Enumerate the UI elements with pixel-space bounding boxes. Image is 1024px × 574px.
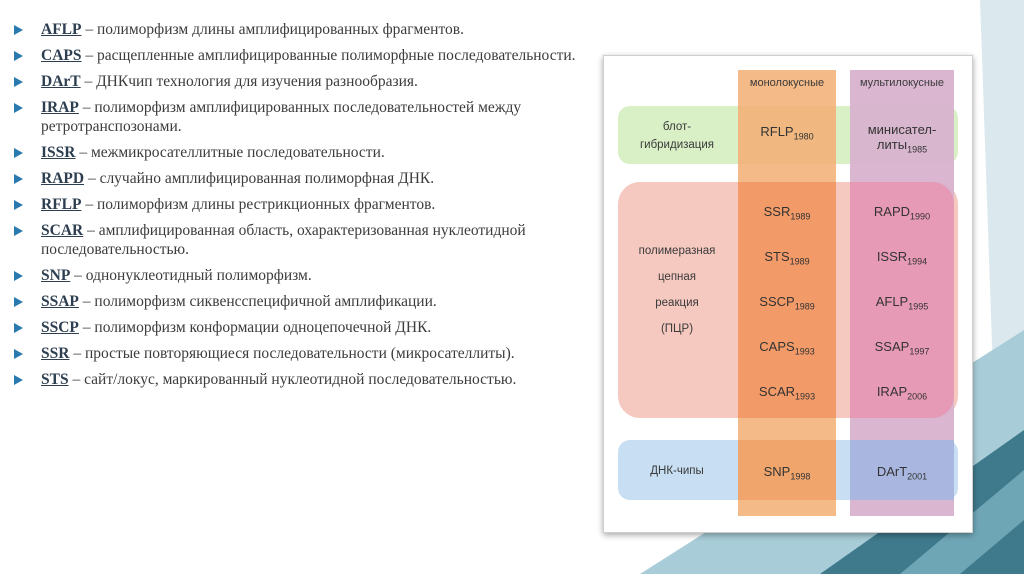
list-item: [14, 221, 584, 259]
marker-name: SCAR: [758, 384, 796, 399]
abbreviation-definition: – ДНКчип технология для изучения разнообразия.: [80, 73, 418, 90]
bullet-arrow-icon: [14, 77, 23, 87]
cell-snp-name: SNP: [763, 464, 791, 479]
marker-year: 1993: [795, 391, 816, 402]
marker-cell: [738, 249, 836, 267]
bullet-arrow-icon: [14, 375, 23, 385]
marker-cell: [850, 294, 954, 312]
bullet-arrow-icon: [14, 200, 23, 210]
marker-name: STS: [764, 249, 790, 264]
minisatellites-year: 1985: [907, 144, 928, 155]
list-item: [14, 98, 584, 136]
header-mono: монолокусные: [749, 77, 825, 89]
header-multi: мультилокусные: [860, 77, 944, 89]
bullet-arrow-icon: [14, 297, 23, 307]
cell-dart-year: 2001: [907, 471, 928, 482]
bullet-arrow-icon: [14, 174, 23, 184]
abbreviation: AFLP: [41, 21, 82, 38]
list-item: [14, 46, 584, 65]
abbreviation-definition: – полиморфизм амплифицированных последовательностей между ретротранспозонами.: [41, 99, 522, 135]
abbreviation-definition: – простые повторяющиеся последовательности (микросателлиты).: [69, 345, 515, 362]
bullet-arrow-icon: [14, 148, 23, 158]
marker-name: AFLP: [875, 294, 909, 309]
marker-cell: [850, 339, 954, 357]
abbreviation-definition: – полиморфизм конформации одноцепочечной ДНК.: [78, 319, 432, 336]
marker-cell: [738, 294, 836, 312]
cell-dart: [850, 464, 954, 482]
marker-name: ISSR: [876, 249, 908, 264]
marker-year: 1993: [794, 346, 815, 357]
abbreviation-definition: – полиморфизм длины рестрикционных фрагментов.: [81, 196, 436, 213]
cell-snp-year: 1998: [790, 471, 811, 482]
marker-cell: [738, 124, 836, 142]
marker-name: SSR: [763, 204, 791, 219]
abbreviation-definition: – случайно амплифицированная полиморфная ДНК.: [84, 170, 435, 187]
marker-year: 1989: [789, 256, 810, 267]
cell-snp: [738, 464, 836, 482]
marker-year: 1990: [910, 211, 931, 222]
marker-name: RFLP: [760, 124, 794, 139]
list-item: [14, 292, 584, 311]
abbreviation-definition: – однонуклеотидный полиморфизм.: [70, 267, 312, 284]
list-item: [14, 143, 584, 162]
abbreviation: CAPS: [41, 47, 82, 64]
cell-minisatellites: [850, 122, 954, 155]
marker-cell: [850, 384, 954, 402]
marker-cell: [850, 249, 954, 267]
abbreviation-definition: – полиморфизм сиквенсспецифичной амплификации.: [78, 293, 437, 310]
row-label-chips: ДНК-чипы: [650, 465, 704, 477]
row-label-blot: блот- гибридизация: [639, 121, 715, 151]
abbreviation: SCAR: [41, 222, 84, 239]
marker-cell: [850, 204, 954, 222]
bullet-arrow-icon: [14, 323, 23, 333]
cell-dart-name: DArT: [876, 464, 908, 479]
list-item: [14, 195, 584, 214]
marker-year: 1989: [794, 301, 815, 312]
marker-classification-figure: [603, 55, 973, 533]
abbreviation: RFLP: [41, 196, 82, 213]
marker-name: SSAP: [874, 339, 910, 354]
abbreviation-definition: – полиморфизм длины амплифицированных фрагментов.: [81, 21, 464, 38]
marker-cell: [738, 339, 836, 357]
list-item: [14, 266, 584, 285]
list-item: [14, 169, 584, 188]
minisatellites-label: минисател- литы: [867, 122, 937, 152]
abbreviation: SNP: [41, 267, 71, 284]
marker-cell: [738, 384, 836, 402]
marker-name: IRAP: [876, 384, 908, 399]
list-item: [14, 72, 584, 91]
abbreviation-definition: – межмикросателлитные последовательности.: [75, 144, 385, 161]
bullet-arrow-icon: [14, 51, 23, 61]
abbreviation: SSAP: [41, 293, 79, 310]
abbreviation: ISSR: [41, 144, 76, 161]
marker-year: 1994: [907, 256, 928, 267]
marker-year: 1995: [908, 301, 929, 312]
bullet-arrow-icon: [14, 103, 23, 113]
marker-year: 1989: [790, 211, 811, 222]
marker-cell: [738, 204, 836, 222]
marker-year: 1997: [909, 346, 930, 357]
abbreviation: DArT: [41, 73, 81, 90]
abbreviation: SSR: [41, 345, 70, 362]
abbreviation: STS: [41, 371, 69, 388]
list-item: [14, 344, 584, 363]
abbreviation-definition: – сайт/локус, маркированный нуклеотидной последовательностью.: [68, 371, 517, 388]
marker-year: 1980: [793, 131, 814, 142]
abbreviation: RAPD: [41, 170, 85, 187]
list-item: [14, 370, 584, 389]
list-item: [14, 318, 584, 337]
abbreviation-list: [14, 20, 584, 396]
bullet-arrow-icon: [14, 349, 23, 359]
list-item: [14, 20, 584, 39]
bullet-arrow-icon: [14, 271, 23, 281]
marker-year: 2006: [907, 391, 928, 402]
abbreviation-definition: – расщепленные амплифицированные полиморфные последовательности.: [81, 47, 576, 64]
marker-name: CAPS: [759, 339, 795, 354]
abbreviation: SSCP: [41, 319, 79, 336]
bullet-arrow-icon: [14, 226, 23, 236]
abbreviation-definition: – амплифицированная область, охарактеризованная нуклеотидной последовательностью.: [41, 222, 526, 258]
marker-name: RAPD: [873, 204, 911, 219]
row-label-pcr: полимеразная цепная реакция (ПЦР): [638, 245, 716, 335]
abbreviation: IRAP: [41, 99, 79, 116]
bullet-arrow-icon: [14, 25, 23, 35]
marker-name: SSCP: [759, 294, 795, 309]
